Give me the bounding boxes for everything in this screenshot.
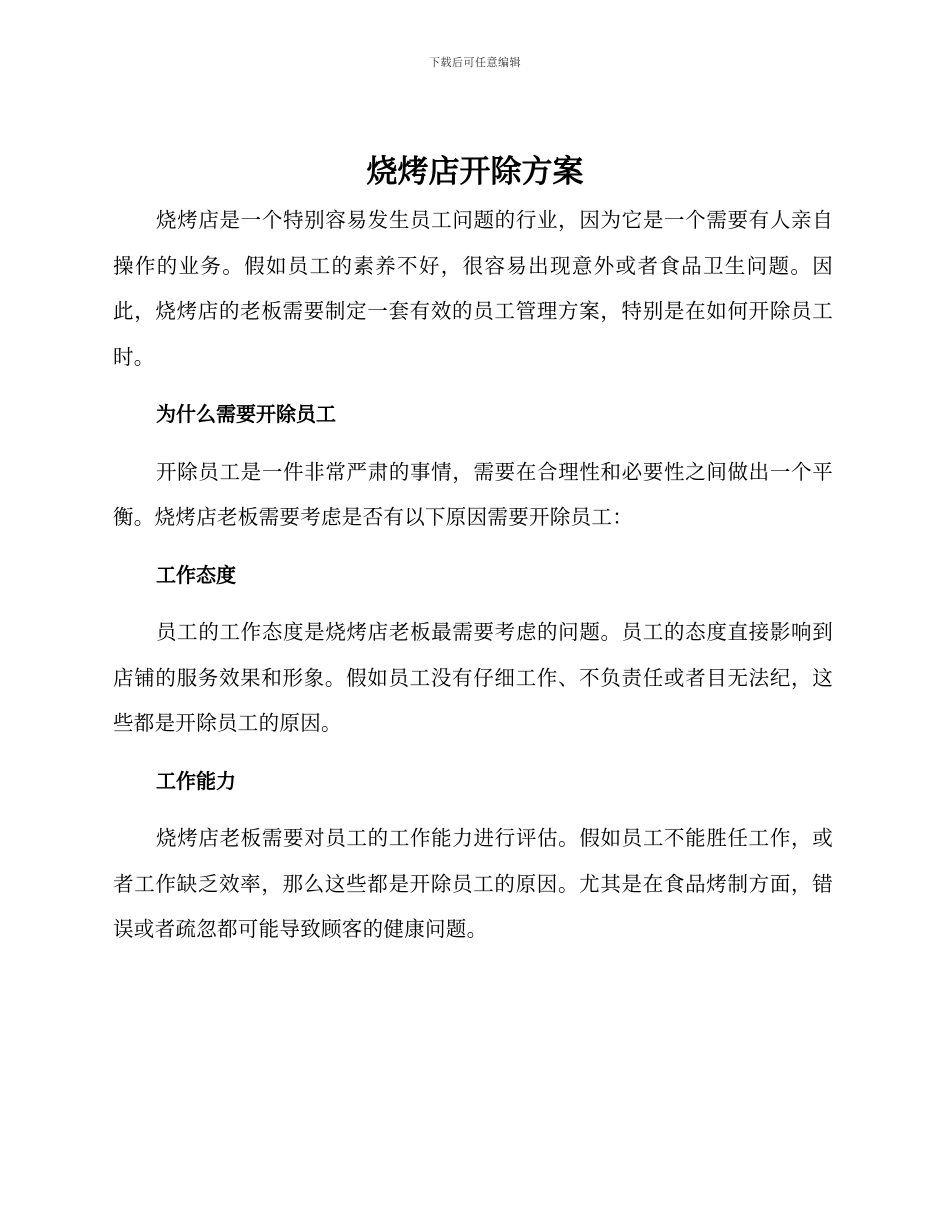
spacer — [113, 804, 833, 816]
intro-paragraph: 烧烤店是一个特别容易发生员工问题的行业，因为它是一个需要有人亲自操作的业务。假如员工的素养不好，很容易出现意外或者食品卫生问题。因此，烧烤店的老板需要制定一套有效的员工管理方案，特别是在如何开除员工时。 — [113, 208, 833, 369]
spacer — [113, 438, 833, 450]
spacer — [113, 747, 833, 759]
page-header-note: 下载后可任意编辑 — [429, 56, 521, 69]
spacer — [113, 380, 833, 392]
spacer — [113, 598, 833, 610]
spacer — [113, 541, 833, 553]
section-heading-why-dismiss: 为什么需要开除员工 — [156, 402, 336, 426]
section-heading-work-attitude: 工作态度 — [156, 562, 236, 587]
document-body — [113, 198, 833, 953]
section-body-work-attitude: 员工的工作态度是烧烤店老板最需要考虑的问题。员工的态度直接影响到店铺的服务效果和形象。假如员工没有仔细工作、不负责任或者目无法纪，这些都是开除员工的原因。 — [113, 620, 833, 735]
section-body-work-ability: 烧烤店老板需要对员工的工作能力进行评估。假如员工不能胜任工作，或者工作缺乏效率，那么这些都是开除员工的原因。尤其是在食品烤制方面，错误或者疏忽都可能导致顾客的健康问题。 — [113, 826, 833, 941]
document-title: 烧烤店开除方案 — [366, 154, 584, 190]
section-heading-work-ability: 工作能力 — [156, 768, 236, 793]
section-body-why-dismiss: 开除员工是一件非常严肃的事情，需要在合理性和必要性之间做出一个平衡。烧烤店老板需要考虑是否有以下原因需要开除员工： — [113, 459, 833, 529]
